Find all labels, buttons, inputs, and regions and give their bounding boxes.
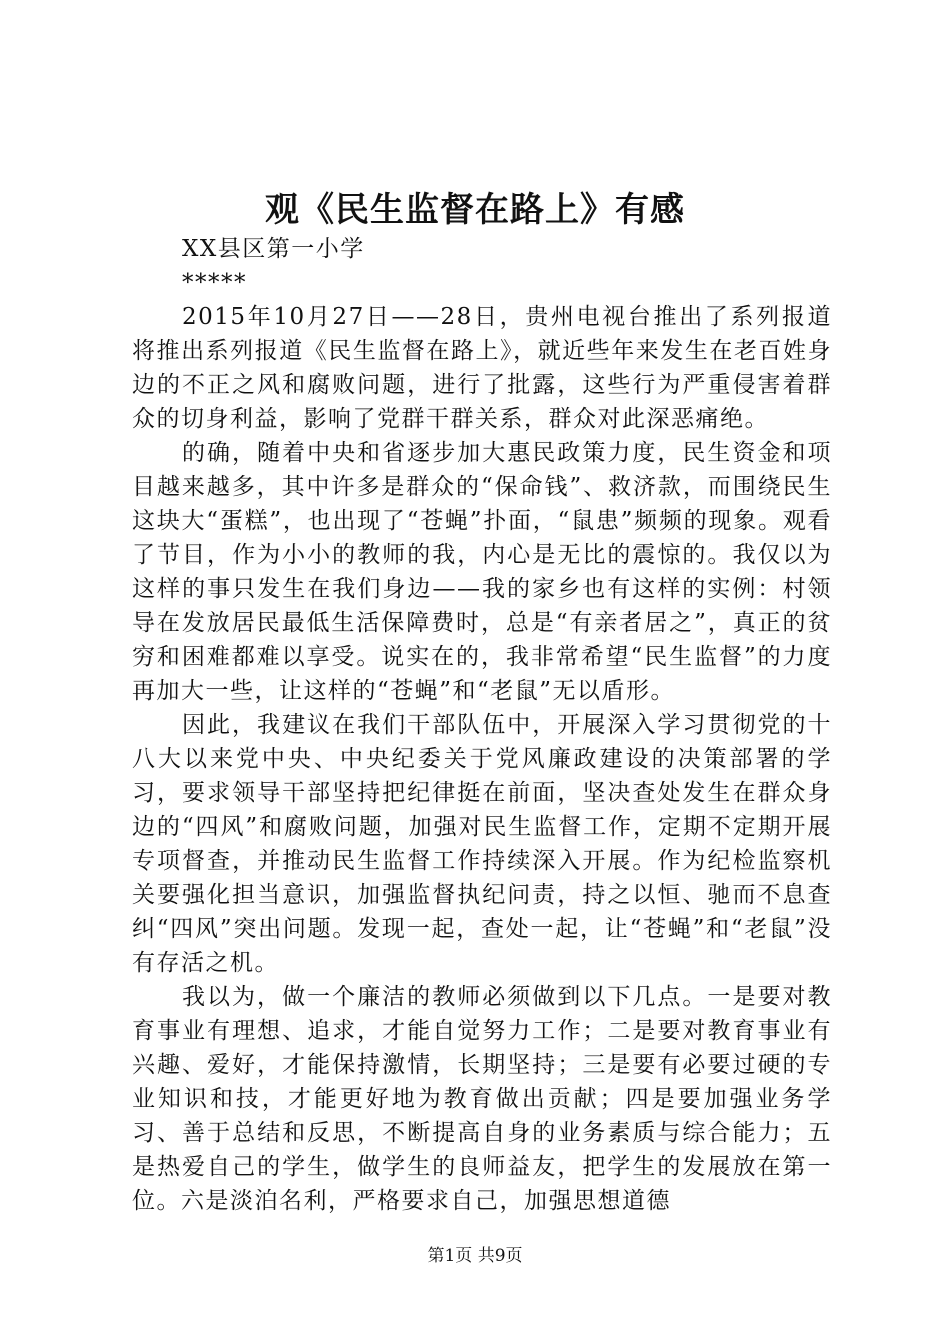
author-name: ***** bbox=[182, 270, 247, 296]
school-name: XX县区第一小学 bbox=[182, 236, 365, 262]
paragraph: 2015年10月27日——28日，贵州电视台推出了系列报道将推出系列报道《民生监督在路上》，就近些年来发生在老百姓身边的不正之风和腐败问题，进行了批露，这些行为严重侵害着群众的切身利益，影响了党群干群关系，群众对此深恶痛绝。 bbox=[132, 304, 832, 432]
paragraph: 我以为，做一个廉洁的教师必须做到以下几点。一是要对教育事业有理想、追求，才能自觉努力工作；二是要对教育事业有兴趣、爱好，才能保持激情，长期坚持；三是要有必要过硬的专业知识和技，才能更好地为教育做出贡献；四是要加强业务学习、善于总结和反思，不断提高自身的业务素质与综合能力；五是热爱自己的学生，做学生的良师益友，把学生的发展放在第一位。六是淡泊名利，严格要求自己，加强思想道德 bbox=[132, 984, 832, 1214]
document-body bbox=[132, 232, 832, 1218]
document-title: 观《民生监督在路上》有感 bbox=[265, 190, 685, 230]
page-footer: 第1页 共9页 bbox=[427, 1246, 523, 1266]
paragraph: 因此，我建议在我们干部队伍中，开展深入学习贯彻党的十八大以来党中央、中央纪委关于党风廉政建设的决策部署的学习，要求领导干部坚持把纪律挺在前面，坚决查处发生在群众身边的“四风”和腐败问题，加强对民生监督工作，定期不定期开展专项督查，并推动民生监督工作持续深入开展。作为纪检监察机关要强化担当意识，加强监督执纪问责，持之以恒、驰而不息查纠“四风”突出问题。发现一起，查处一起，让“苍蝇”和“老鼠”没有存活之机。 bbox=[132, 712, 832, 976]
paragraph: 的确，随着中央和省逐步加大惠民政策力度，民生资金和项目越来越多，其中许多是群众的“保命钱”、救济款，而围绕民生这块大“蛋糕”，也出现了“苍蝇”扑面，“鼠患”频频的现象。观看了节目，作为小小的教师的我，内心是无比的震惊的。我仅以为这样的事只发生在我们身边——我的家乡也有这样的实例：村领导在发放居民最低生活保障费时，总是“有亲者居之”，真正的贫穷和困难都难以享受。说实在的，我非常希望“民生监督”的力度再加大一些，让这样的“苍蝇”和“老鼠”无以盾形。 bbox=[132, 440, 832, 704]
